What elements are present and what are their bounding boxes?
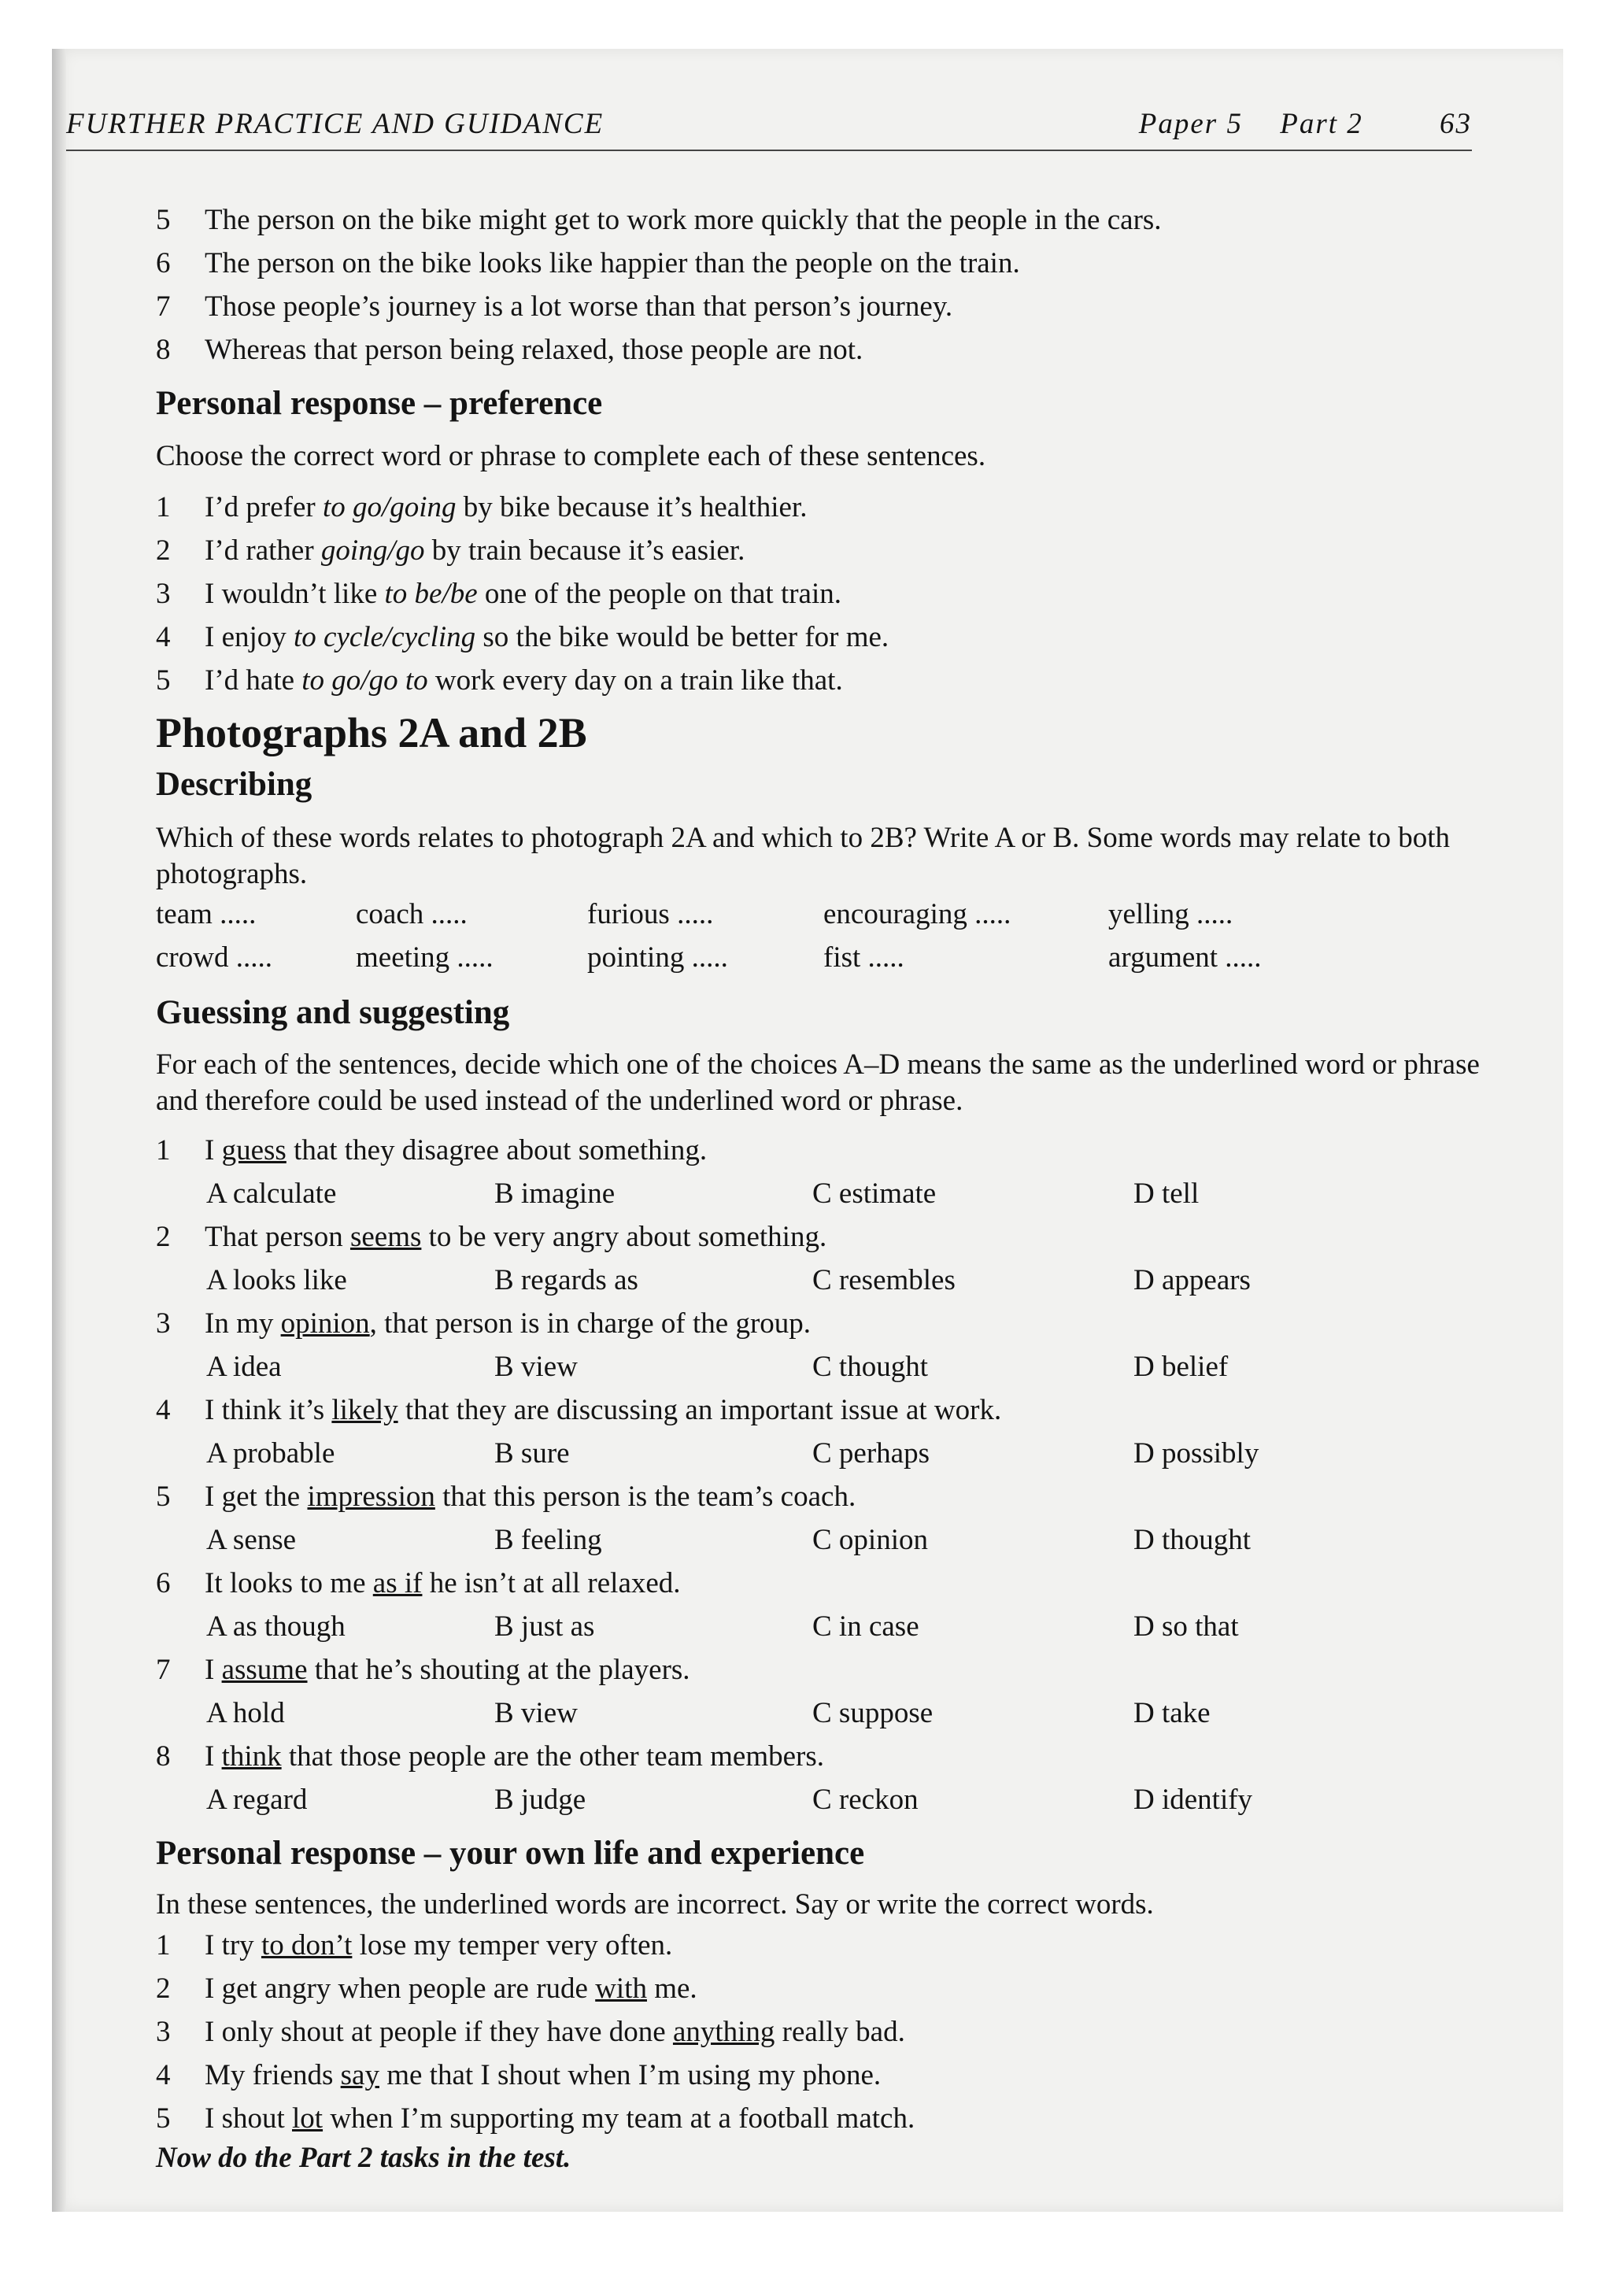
answer-option: B view bbox=[494, 1351, 578, 1383]
answer-option: D tell bbox=[1133, 1178, 1200, 1210]
answer-option: B view bbox=[494, 1697, 578, 1729]
underlined-word: assume bbox=[221, 1654, 308, 1686]
word-item: fist ..... bbox=[823, 941, 904, 974]
word-item: yelling ..... bbox=[1108, 898, 1233, 930]
underlined-word: seems bbox=[349, 1221, 422, 1253]
answer-option: D thought bbox=[1133, 1524, 1252, 1556]
underlined-word: as if bbox=[372, 1567, 423, 1599]
page-number: 63 bbox=[1440, 108, 1472, 140]
header-part: Part 2 bbox=[1280, 108, 1363, 140]
answer-option: B feeling bbox=[494, 1524, 602, 1556]
instruction: For each of the sentences, decide which one of the choices A–D means the same as the underlined word or phrase and therefore could be used instead of the underlined word or phrase. bbox=[156, 1048, 1480, 1117]
answer-option: C perhaps bbox=[812, 1437, 930, 1470]
header-title: FURTHER PRACTICE AND GUIDANCE bbox=[66, 108, 604, 140]
final-instruction: Now do the Part 2 tasks in the test. bbox=[156, 2142, 571, 2174]
underlined-word: say bbox=[340, 2059, 379, 2091]
answer-option: D belief bbox=[1133, 1351, 1229, 1383]
underlined-word: likely bbox=[331, 1394, 398, 1426]
answer-option: A probable bbox=[206, 1437, 335, 1470]
binding-gutter bbox=[52, 49, 66, 2212]
answer-option: B regards as bbox=[494, 1264, 638, 1296]
section-heading: Personal response – your own life and experience bbox=[156, 1835, 865, 1872]
word-item: argument ..... bbox=[1108, 941, 1262, 974]
page-title: Photographs 2A and 2B bbox=[156, 709, 587, 756]
answer-option: C opinion bbox=[812, 1524, 928, 1556]
answer-option: D appears bbox=[1133, 1264, 1251, 1296]
section-heading: Personal response – preference bbox=[156, 385, 603, 422]
answer-option: C reckon bbox=[812, 1784, 919, 1816]
instruction: Which of these words relates to photograph 2A and which to 2B? Write A or B. Some words may relate to both photographs. bbox=[156, 822, 1451, 890]
answer-option: C suppose bbox=[812, 1697, 934, 1729]
answer-option: D identify bbox=[1133, 1784, 1253, 1816]
answer-option: D so that bbox=[1133, 1610, 1239, 1643]
underlined-word: opinion bbox=[280, 1307, 370, 1340]
underlined-word: anything bbox=[672, 2016, 775, 2048]
answer-option: B just as bbox=[494, 1610, 595, 1643]
word-item: meeting ..... bbox=[356, 941, 494, 974]
answer-option: A idea bbox=[206, 1351, 282, 1383]
answer-option: A regard bbox=[206, 1784, 308, 1816]
answer-option: D possibly bbox=[1133, 1437, 1259, 1470]
section-heading: Guessing and suggesting bbox=[156, 994, 510, 1031]
answer-option: B judge bbox=[494, 1784, 586, 1816]
answer-option: C in case bbox=[812, 1610, 919, 1643]
underlined-word: impression bbox=[307, 1481, 435, 1513]
answer-option: D take bbox=[1133, 1697, 1211, 1729]
word-item: crowd ..... bbox=[156, 941, 272, 974]
header-paper: Paper 5 bbox=[1138, 108, 1243, 140]
answer-option: A as though bbox=[206, 1610, 346, 1643]
word-item: encouraging ..... bbox=[823, 898, 1011, 930]
underlined-word: lot bbox=[292, 2102, 324, 2135]
answer-option: A hold bbox=[206, 1697, 285, 1729]
answer-option: C thought bbox=[812, 1351, 928, 1383]
answer-option: C estimate bbox=[812, 1178, 937, 1210]
section-heading: Describing bbox=[156, 766, 312, 803]
word-item: team ..... bbox=[156, 898, 257, 930]
underlined-word: to don’t bbox=[261, 1929, 353, 1961]
answer-option: C resembles bbox=[812, 1264, 956, 1296]
word-item: furious ..... bbox=[587, 898, 714, 930]
answer-option: A calculate bbox=[206, 1178, 337, 1210]
running-header bbox=[66, 107, 1472, 151]
underlined-word: think bbox=[221, 1740, 282, 1773]
word-item: pointing ..... bbox=[587, 941, 728, 974]
header-right bbox=[1111, 107, 1472, 141]
answer-option: B sure bbox=[494, 1437, 570, 1470]
word-item: coach ..... bbox=[356, 898, 468, 930]
answer-option: B imagine bbox=[494, 1178, 616, 1210]
answer-option: A looks like bbox=[206, 1264, 347, 1296]
underlined-word: with bbox=[595, 1972, 647, 2005]
underlined-word: guess bbox=[221, 1134, 287, 1166]
answer-option: A sense bbox=[206, 1524, 297, 1556]
